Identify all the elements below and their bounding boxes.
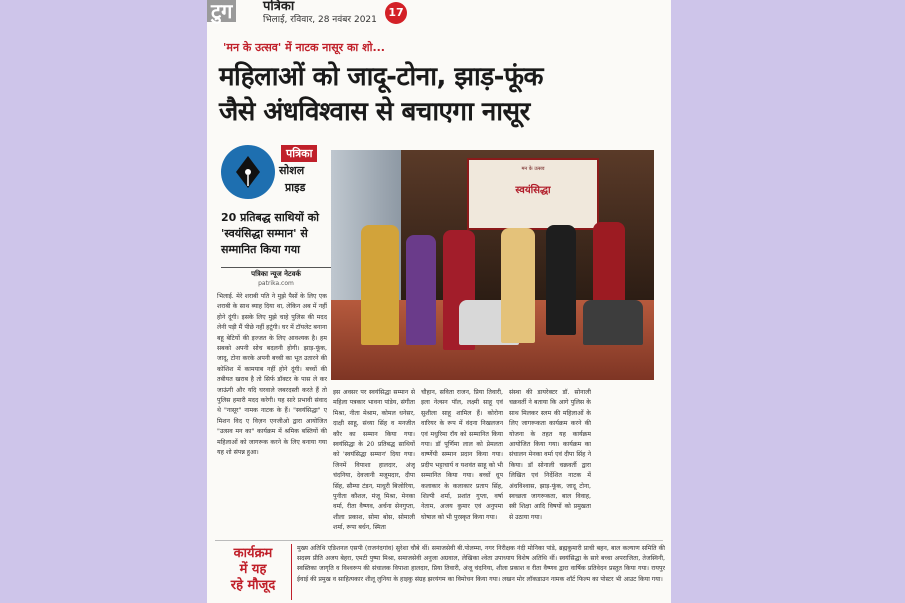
- performer-figure: [406, 235, 436, 345]
- headline-line-1: महिलाओं को जादू-टोना, झाड़-फूंक: [219, 62, 543, 92]
- box-title-line-1: कार्यक्रम: [233, 546, 273, 561]
- newspaper-page: [207, 0, 671, 603]
- patrika-social-pride-brand: [221, 145, 331, 203]
- stage-banner-subtitle: मन के उत्सव: [521, 166, 545, 172]
- performer-figure: [583, 300, 643, 345]
- stage-banner-title: स्वयंसिद्धा: [515, 185, 551, 196]
- kicker: 'मन के उत्सव' में नाटक नासूर का शो...: [223, 41, 385, 54]
- stage-banner: [467, 158, 599, 230]
- event-photo: [331, 150, 654, 380]
- box-rule: [291, 544, 292, 600]
- brand-line-3: प्राइड: [285, 181, 306, 194]
- brand-logo: [221, 145, 275, 199]
- box-title: [223, 546, 283, 594]
- page-number-badge: 17: [385, 2, 407, 24]
- headline-line-2: जैसे अंधविश्वास से बचाएगा नासूर: [219, 97, 530, 127]
- masthead-logo: टुग: [207, 0, 236, 22]
- article-column-3: चौहान, सविता राजन, प्रिया तिवारी, इला नेल्सन पॉल, लक्ष्मी साहू एवं सुशीला साहू शामिल हैं। कोरोना वारियर के रूप में वंदना निखलजन एवं मधुरिमा रॉय को सम्मानित किया गया। डॉ पूर्णिमा लाल को प्रेमलता वार्ष्णेयी सम्मान प्रदान किया गया। प्रदीप भट्टाचार्य व यशवंत साहू को भी सम्मानित किया गया। बच्चों धूप कलाकार के कलाकार प्रताप सिंह, शिल्पी शर्मा, प्रशांत गुप्ता, वर्षा नेताम, अजय कुमार एवं अनुपमा घोषाल को भी पुरस्कृत किया गया।: [421, 389, 503, 521]
- section-divider: [215, 540, 663, 541]
- masthead-name: पत्रिका: [263, 0, 295, 14]
- brand-line-1: पत्रिका: [281, 145, 317, 162]
- brand-line-2: सोशल: [279, 164, 305, 177]
- article-column-2: इस अवसर पर स्वयंसिद्धा सम्मान से महिला पत्रकार भावना पांडेय, संगीता मिश्रा, नीता मेश्राम, कोमल धनेसर, दाक्षी साहू, संध्या सिंह व मनजीत कौर का सम्मान किया गया। स्वयंसिद्धा के 20 प्रतिबद्ध साथियों को 'स्वयंसिद्धा सम्मान' दिया गया। जिनमें विपाशा हालदार, अंजू चंदनिया, देवजानी मजूमदार, दीपा सिंह, सौम्या टंडन, माधुरी बिजोरिया, पुनीता कौशल, मंजू मिश्रा, मेनका वर्मा, रीता वैष्णव, अर्चना सेनगुप्ता, शीला प्रकाश, सोमा बोस, सोमाली शर्मा, रूपा बर्धन, स्मिता: [333, 389, 415, 532]
- performer-figure: [361, 225, 399, 345]
- article-column-4: संस्था की डायरेक्टर डॉ. सोनाली चक्रवर्ती ने बताया कि आगे पुलिस के साथ मिलकर स्लम की महिलाओं के लिए जागरूकता कार्यक्रम करने की योजना के तहत यह कार्यक्रम आयोजित किया गया। कार्यक्रम का संचालन मेनका वर्मा एवं दीपा सिंह ने किया। डॉ सोनाली चक्रवर्ती द्वारा लिखित एवं निर्देशित नाटक में अंधविश्वास, झाड़-फूंक, जादू टोना, स्वच्छता जागरूकता, बाल विवाह, स्त्री शिक्षा आदि विषयों को प्रमुखता से उठाया गया।: [509, 389, 591, 521]
- pen-nib-icon: [230, 154, 266, 190]
- masthead-date: भिलाई, रविवार, 28 नवंबर 2021: [263, 15, 377, 25]
- box-title-line-2: में यह: [239, 562, 267, 577]
- box-text: मुख्य अतिथि एडिशनल एसपी (राजनंदगांव) सुरेशा चौबे थीं। समाजसेवी बी.पोलम्मा, नगर निरीक्षक नंदी मोनिका पांडे, ब्रह्मकुमारी प्राची बहन, बाल कल्याण समिति की सदस्य प्रीति अजय बेहरा, एमटी पुष्पा मिश्रा, समाजसेवी अनुजा अग्रवाल, लेखिका श्वेता उपाध्याय विशेष अतिथि थीं। स्वयंसिद्धा के सारे बच्चा अपराजिता, तेजस्विनी, स्वस्तिका जागृति व विश्वरूप की संचालक विपाशा हालदार, प्रिया तिवारी, अंजू चंदनिया, शीला प्रकाश व रीता वैष्णव द्वारा वार्षिक प्रतिवेदन प्रस्तुत किया गया। रायपुर ईवाई की प्रमुख व साहित्यकार शीलू लुनिया के हाइकु संग्रह झरयंगम का विमोचन किया गया। लखन मोर लॉकडाउन नामक शॉर्ट फिल्म का पोस्टर भी आउट किया गया।: [297, 545, 665, 583]
- performer-figure: [501, 228, 535, 343]
- headline: [219, 60, 665, 130]
- byline: पत्रिका न्यूज नेटवर्क: [221, 267, 331, 279]
- article-column-1: भिलाई. मेरे शराबी पति ने मुझे पैसों के लिए एक शराबी के साथ ब्याह दिया था, लेकिन अब में नहीं होने दूंगी। इसके लिए मुझे चाहे पुलिस की मदद लेनी पड़ी मैं पीछे नहीं हटूंगी। घर में टॉयलेट बनाना बहू बेटियों की इज्जत के लिए आवश्यक है। हम सबको अपनी सोच बदलनी होगी। झाड़-फूंक, जादू, टोना करके अपनी बच्ची का भूत उतारने की कोशिश में कामयाब नहीं होने दूंगी। बच्चों की तबीयत खराब है तो सिर्फ डॉक्टर के पास ले कर जाऊंगी और यदि घरवाले जबरदस्ती करते हैं तो पुलिस हमारी मदद करेगी। यह सारे प्रभावी संवाद थे "नासूर" नामक नाटक के हैं। "स्वयंसिद्धा" ए मिशन विद ए विज़न एनजीओ द्वारा आयोजित "उत्सव मन का" कार्यक्रम में श्रमिक बस्तियों की महिलाओं को जागरूक करने के लिए बनाया गया यह शो संपन्न हुआ।: [217, 293, 327, 457]
- box-title-line-3: रहे मौजूद: [230, 578, 276, 593]
- performer-figure: [546, 225, 576, 335]
- byline-site: patrika.com: [258, 280, 294, 287]
- subheadline: 20 प्रतिबद्ध साथियों को 'स्वयंसिद्धा सम्मान' से सम्मानित किया गया: [221, 211, 319, 256]
- masthead: [207, 0, 671, 32]
